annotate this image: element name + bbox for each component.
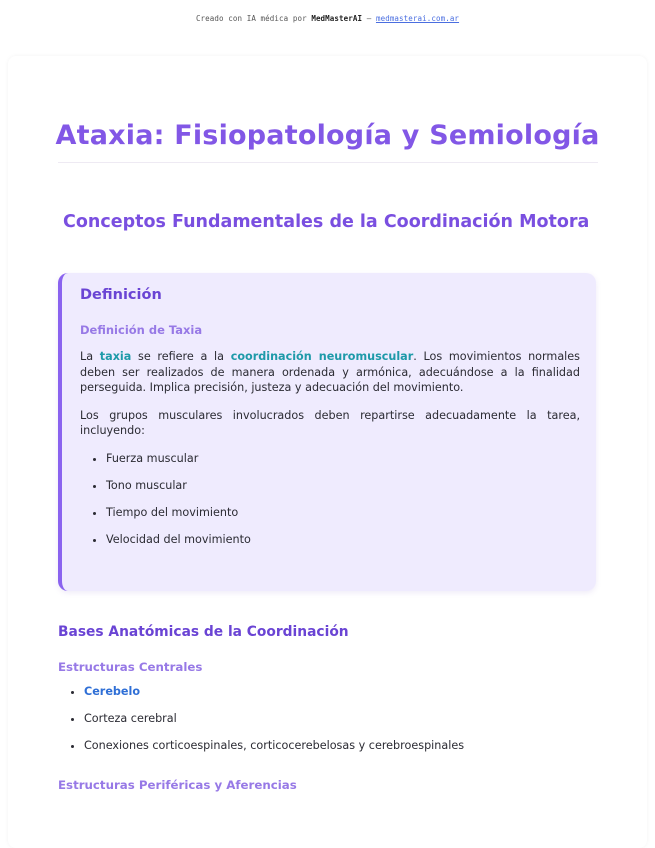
section-title: Conceptos Fundamentales de la Coordinación Motora: [63, 212, 590, 232]
credit-link[interactable]: medmasterai.com.ar: [375, 14, 460, 23]
list-item: • Velocidad del movimiento: [106, 532, 580, 547]
term-taxia: taxia: [99, 350, 132, 363]
credit-prefix: Creado con IA médica por: [195, 14, 312, 23]
page-title: Ataxia: Fisiopatología y Semiología: [55, 120, 600, 151]
text-fragment: La: [80, 350, 100, 363]
title-divider: [58, 162, 598, 163]
list-item: • Fuerza muscular: [106, 451, 580, 466]
list-item: • Corteza cerebral: [84, 711, 604, 726]
central-structures-heading: Estructuras Centrales: [58, 660, 203, 674]
muscle-groups-paragraph: Los grupos musculares involucrados deben repartirse adecuadamente la tarea, incluyendo:: [80, 408, 580, 437]
text-fragment: se refiere a la: [131, 350, 231, 363]
list-item: • Tiempo del movimiento: [106, 505, 580, 520]
term-coordinacion: coordinación neuromuscular: [230, 350, 414, 363]
list-item: • Conexiones corticoespinales, corticocerebelosas y cerebroespinales: [84, 738, 604, 753]
central-structures-list: [58, 684, 604, 765]
definition-paragraph: [80, 349, 580, 396]
list-item-cerebelo: [84, 684, 604, 699]
credit-line: [0, 14, 655, 23]
component-list: [80, 451, 580, 547]
credit-brand: MedMasterAI: [311, 14, 363, 23]
peripheral-structures-heading: Estructuras Periféricas y Aferencias: [58, 778, 297, 792]
document-page: [8, 56, 647, 848]
credit-separator: –: [362, 14, 376, 23]
card-subheading: Definición de Taxia: [80, 323, 203, 337]
card-heading: Definición: [80, 287, 162, 303]
text-fragment: . Los movimientos normales deben ser realizados de manera ordenada y armónica, adecuándose a la finalidad perseguida. Implica precisión, justeza y adecuación del movimiento.: [80, 350, 581, 394]
definition-card: [58, 273, 596, 591]
cerebelo-link[interactable]: Cerebelo: [84, 685, 141, 698]
list-item: • Tono muscular: [106, 478, 580, 493]
anatomy-heading: Bases Anatómicas de la Coordinación: [58, 624, 349, 640]
